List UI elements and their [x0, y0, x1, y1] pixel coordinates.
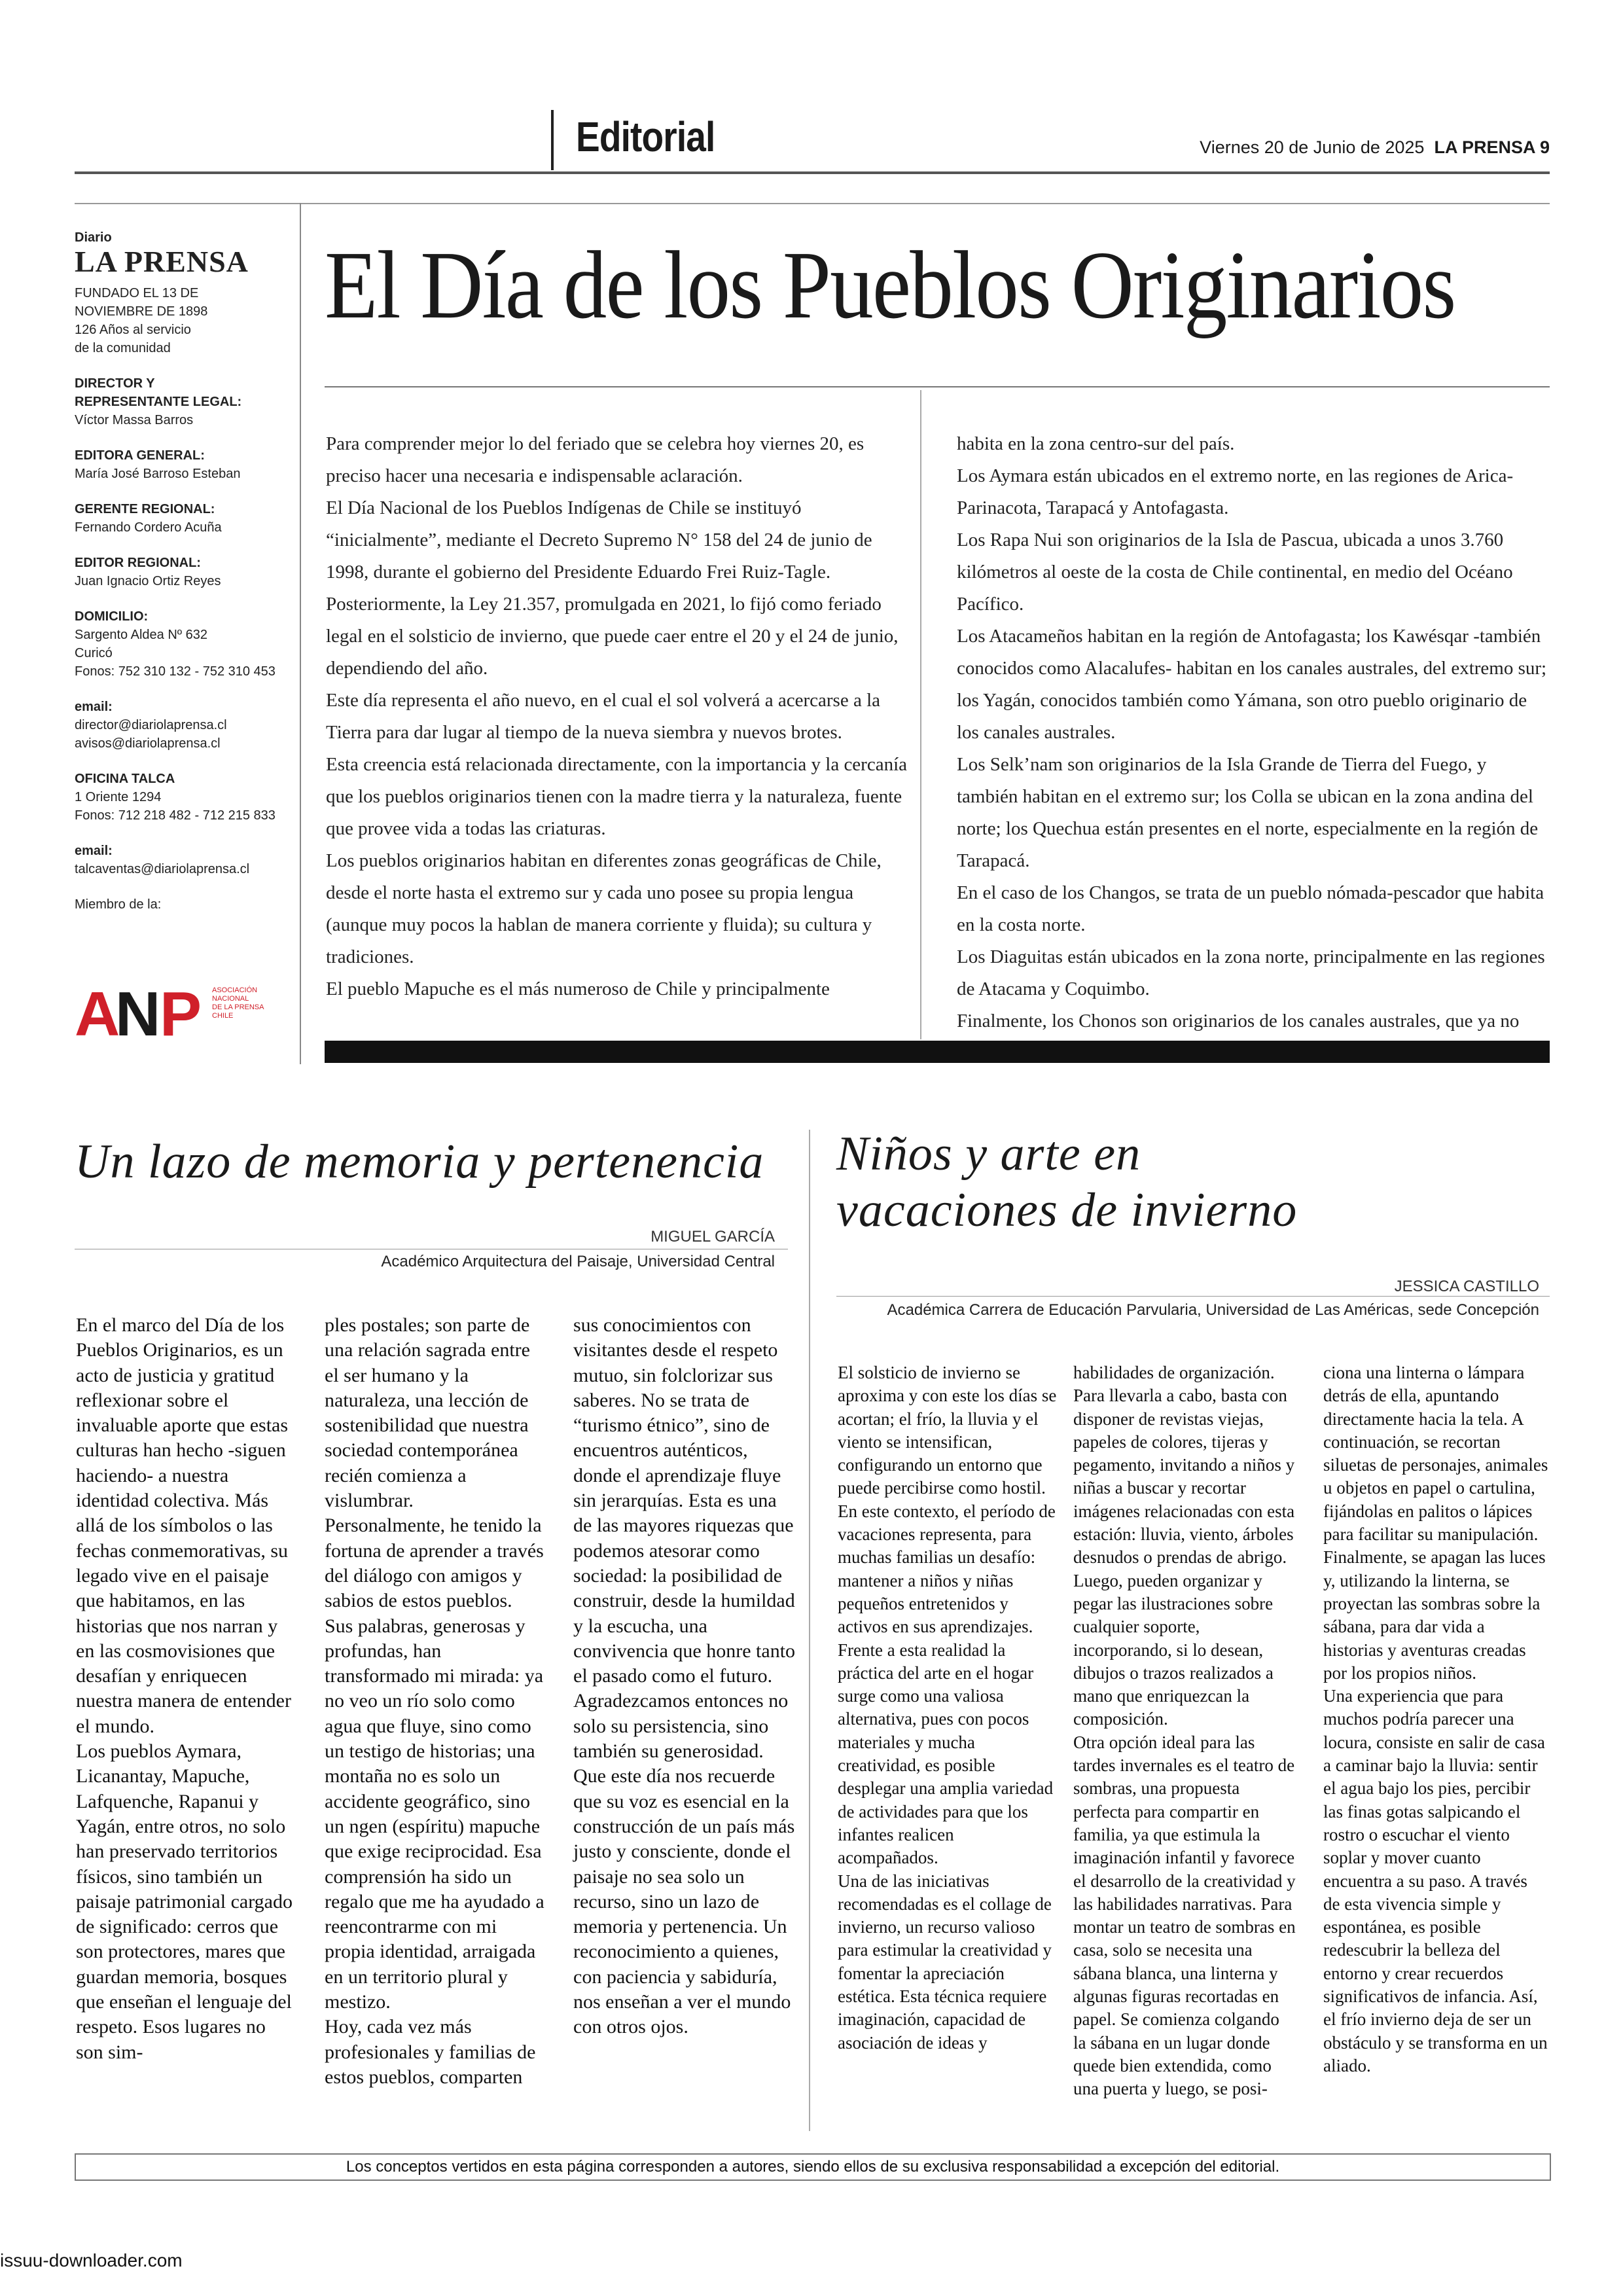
founded-line: NOVIEMBRE DE 1898 [75, 304, 208, 319]
paragraph: Una experiencia que para muchos podría parecer una locura, consiste en salir de casa a caminar bajo la lluvia: sentir el agua bajo los pies, percibir las finas gotas salpicando el rostro o escuchar el viento soplar y mover cuanto encuentra a su paso. A través de esta vivencia simple y espontánea, es posible redescubrir la belleza del entorno y crear recuerdos significativos de infancia. Así, el frío invierno deja de ser un obstáculo y se transforma en un aliado. [1323, 1686, 1548, 2075]
domicilio-label: DOMICILIO: [75, 609, 149, 624]
paragraph: En el caso de los Changos, se trata de un pueblo nómada-pescador que habita en la costa norte. [957, 882, 1544, 935]
opinion-author: MIGUEL GARCÍA [651, 1228, 775, 1246]
domicilio-line: Curicó [75, 646, 113, 660]
paragraph: habilidades de organización. Para llevarla a cabo, basta con disponer de revistas viejas, papeles de colores, tijeras y pegamento, invitando a niños y niñas a buscar y recortar imágenes relacionadas con esta estación: lluvia, viento, árboles desnudos o prendas de abrigo. Luego, pueden organizar y pegar las ilustraciones sobre cualquier soporte, incorporando, si lo desean, dibujos o trazos realizados a mano que enriquezcan la composición. [1073, 1363, 1295, 1729]
title-line: vacaciones de invierno [836, 1183, 1298, 1237]
watermark: issuu-downloader.com [0, 2250, 183, 2270]
director-name: Víctor Massa Barros [75, 413, 194, 427]
paragraph: Hoy, cada vez más profesionales y familias de estos pueblos, comparten [325, 2016, 536, 2088]
issue-date: Viernes 20 de Junio de 2025 [1200, 137, 1425, 157]
anp-logo-mark: N [115, 979, 161, 1045]
anp-logo-caption: ASOCIACIÓN [212, 986, 258, 994]
paragraph: Los Diaguitas están ubicados en la zona norte, principalmente en las regiones de Atacama y Coquimbo. [957, 946, 1545, 999]
paragraph: Otra opción ideal para las tardes invernales es el teatro de sombras, una propuesta perfecta para compartir en familia, ya que estimula la imaginación infantil y favorece el desarrollo de la creatividad y las habilidades narrativas. Para montar un teatro de sombras en casa, solo se necesita una sábana blanca, una linterna y algunas figuras recortadas en papel. Se comienza colgando la sábana en un lugar donde quede bien extendida, como una puerta y luego, se posi- [1073, 1732, 1296, 2099]
paragraph: Los pueblos Aymara, Licanantay, Mapuche, Lafquenche, Rapanui y Yagán, entre otros, no solo han preservado territorios físicos, sino también un paisaje patrimonial cargado de significado: cerros que son protectores, mares que guardan memoria, bosques que enseñan el lenguaje del respeto. Esos lugares no son sim- [76, 1740, 293, 2063]
anp-logo-caption: NACIONAL [212, 995, 249, 1003]
domicilio-line: Fonos: 752 310 132 - 752 310 453 [75, 664, 276, 679]
opinion-column [1323, 1361, 1548, 2077]
email-address[interactable]: avisos@diariolaprensa.cl [75, 736, 221, 751]
paragraph: Los pueblos originarios habitan en diferentes zonas geográficas de Chile, desde el norte hasta el extremo sur y cada uno posee su propia lengua (aunque muy pocos la hablan de manera corriente y fluida); su cultura y tradiciones. [326, 850, 882, 967]
paragraph: Este día representa el año nuevo, en el cual el sol volverá a acercarse a la Tierra para dar lugar al tiempo de la nueva siembra y nuevos brotes. [326, 690, 881, 743]
domicilio-line: Sargento Aldea Nº 632 [75, 628, 208, 642]
talca-line: 1 Oriente 1294 [75, 790, 162, 804]
anp-logo-caption: CHILE [212, 1012, 234, 1020]
editorial-title-rule [325, 386, 1550, 387]
paragraph: Los Selk’nam son originarios de la Isla Grande de Tierra del Fuego, y también habitan en el extremo sur; los Colla se ubican en la zona andina del norte; los Quechua están presentes en el norte, especialmente en la región de Tarapacá. [957, 754, 1539, 871]
paragraph: Personalmente, he tenido la fortuna de aprender a través del diálogo con amigos y sabios de estos pueblos. Sus palabras, generosas y profundas, han transformado mi mirada: ya no veo un río solo como agua que fluye, sino como un testigo de historias; una montaña no es solo un accidente geográfico, sino un ngen (espíritu) mapuche que exige reciprocidad. Esa comprensión ha sido un regalo que me ha ayudado a reencontrarme con mi propia identidad, arraigada en un territorio plural y mestizo. [325, 1515, 544, 2013]
header-divider [551, 110, 554, 170]
paragraph: habita en la zona centro-sur del país. [957, 433, 1235, 454]
anp-logo-mark: A [75, 979, 120, 1045]
email2-label: email: [75, 844, 113, 858]
section-title: Editorial [576, 113, 715, 160]
founded-line: FUNDADO EL 13 DE [75, 286, 199, 300]
opinion-column [1073, 1361, 1296, 2101]
opinion-affiliation: Académica Carrera de Educación Parvularia, Universidad de Las Américas, sede Concepción [887, 1301, 1539, 1319]
opinion-column [325, 1313, 544, 2090]
section-separator-bar [325, 1041, 1550, 1063]
opinion-divider [809, 1130, 810, 2131]
editora-label: EDITORA GENERAL: [75, 448, 205, 463]
paragraph: Frente a esta realidad la práctica del arte en el hogar surge como una valiosa alternativa, pues con pocos materiales y mucha creatividad, es posible desplegar una amplia variedad de actividades para que los infantes realicen acompañados. [838, 1640, 1054, 1868]
paragraph: Para comprender mejor lo del feriado que se celebra hoy viernes 20, es preciso hacer una necesaria e indispensable aclaración. [326, 433, 865, 486]
email-address[interactable]: director@diariolaprensa.cl [75, 718, 227, 732]
masthead: LA PRENSA [75, 245, 249, 278]
director-label [75, 374, 297, 411]
label-line: REPRESENTANTE LEGAL: [75, 395, 242, 409]
founded-line: 126 Años al servicio [75, 323, 191, 337]
byline-rule [836, 1296, 1550, 1297]
gerente-label: GERENTE REGIONAL: [75, 502, 215, 516]
staff-box [75, 230, 297, 914]
opinion-title: Un lazo de memoria y pertenencia [75, 1135, 764, 1189]
opinion-author: JESSICA CASTILLO [1394, 1278, 1539, 1295]
paragraph: Posteriormente, la Ley 21.357, promulgada en 2021, lo fijó como feriado legal en el solsticio de invierno, que puede caer entre el 20 y el 24 de junio, dependiendo del año. [326, 594, 899, 679]
editorial-column-divider [920, 390, 921, 1039]
paragraph: El solsticio de invierno se aproxima y con este los días se acortan; el frío, la lluvia y el viento se intensifican, configurando un entorno que puede percibirse como hostil. En este contexto, el período de vacaciones representa, para muchas familias un desafío: mantener a niños y niñas pequeños entretenidos y activos en sus aprendizajes. [838, 1363, 1057, 1637]
editorial-column-2 [957, 428, 1550, 1069]
paragraph: El pueblo Mapuche es el más numeroso de Chile y principalmente [326, 978, 830, 999]
editor-name: Juan Ignacio Ortiz Reyes [75, 574, 221, 588]
opinion-affiliation: Académico Arquitectura del Paisaje, Universidad Central [381, 1253, 775, 1270]
member-label: Miembro de la: [75, 897, 162, 912]
header-rule [75, 171, 1550, 174]
editorial-title: El Día de los Pueblos Originarios [325, 232, 1455, 339]
anp-logo [75, 979, 284, 1045]
label-line: DIRECTOR Y [75, 376, 155, 391]
opinion-column [838, 1361, 1059, 2054]
anp-logo-mark: P [160, 979, 202, 1045]
email-address[interactable]: talcaventas@diariolaprensa.cl [75, 862, 250, 876]
talca-line: Fonos: 712 218 482 - 712 215 833 [75, 808, 276, 823]
paragraph: En el marco del Día de los Pueblos Originarios, es un acto de justicia y gratitud reflexionar sobre el invaluable aporte que estas culturas han hecho -siguen haciendo- a nuestra identidad colectiva. Más allá de los símbolos o las fechas conmemorativas, su legado vive en el paisaje que habitamos, en las historias que nos narran y en las cosmovisiones que desafían y enriquecen nuestra manera de entender el mundo. [76, 1314, 291, 1737]
paragraph: Los Atacameños habitan en la región de Antofagasta; los Kawésqar -también conocidos como Alacalufes- habitan en los canales australes, del extremo sur; los Yagán, conocidos también como Yámana, son otro pueblo originario de los canales australes. [957, 626, 1547, 743]
opinion-column [573, 1313, 797, 2040]
gerente-name: Fernando Cordero Acuña [75, 520, 222, 535]
sidebar-divider [300, 203, 301, 1064]
talca-label: OFICINA TALCA [75, 772, 175, 786]
founded-info [75, 284, 297, 357]
paragraph: Una de las iniciativas recomendadas es el collage de invierno, un recurso valioso para estimular la creatividad y fomentar la apreciación estética. Esta técnica requiere imaginación, capacidad de asociación de ideas y [838, 1871, 1052, 2053]
paragraph: Los Rapa Nui son originarios de la Isla de Pascua, ubicada a unos 3.760 kilómetros al oeste de la costa de Chile continental, en medio del Océano Pacífico. [957, 529, 1513, 615]
opinion-title [836, 1126, 1297, 1238]
editora-name: María José Barroso Esteban [75, 467, 241, 481]
paragraph: ciona una linterna o lámpara detrás de ella, apuntando directamente hacia la tela. A continuación, se recortan siluetas de personajes, animales u objetos en papel o cartulina, fijándolas en palitos o lápices para facilitar su manipulación. Finalmente, se apagan las luces y, utilizando la linterna, se proyectan las sombras sobre la sábana, para dar vida a historias y aventuras creadas por los propios niños. [1323, 1363, 1548, 1683]
header-rule-thin [75, 203, 1550, 204]
paragraph: Los Aymara están ubicados en el extremo norte, en las regiones de Arica-Parinacota, Tarapacá y Antofagasta. [957, 465, 1514, 518]
paragraph: El Día Nacional de los Pueblos Indígenas de Chile se instituyó “inicialmente”, mediante el Decreto Supremo N° 158 del 24 de junio de 1998, durante el gobierno del Presidente Eduardo Frei Ruiz-Tagle. [326, 497, 872, 583]
paragraph: ples postales; son parte de una relación sagrada entre el ser humano y la naturaleza, una lección de sostenibilidad que nuestra sociedad contemporánea recién comienza a vislumbrar. [325, 1314, 530, 1512]
disclaimer: Los conceptos vertidos en esta página corresponden a autores, siendo ellos de su exclusiva responsabilidad a excepción del editorial. [75, 2153, 1551, 2181]
paragraph: Esta creencia está relacionada directamente, con la importancia y la cercanía que los pueblos originarios tienen con la madre tierra y la naturaleza, fuente que provee vida a todas las criaturas. [326, 754, 908, 839]
title-line: Niños y arte en [836, 1127, 1141, 1181]
founded-line: de la comunidad [75, 341, 171, 355]
email-label: email: [75, 700, 113, 714]
page-info [1200, 137, 1550, 158]
paragraph: Agradezcamos entonces no solo su persistencia, sino también su generosidad. Que este día nos recuerde que su voz es esencial en la construcción de un país más justo y consciente, donde el paisaje no sea solo un recurso, sino un lazo de memoria y pertenencia. Un reconocimiento a quienes, con paciencia y sabiduría, nos enseñan a ver el mundo con otros ojos. [573, 1690, 795, 2038]
editorial-column-1 [326, 428, 907, 1005]
paragraph: sus conocimientos con visitantes desde el respeto mutuo, sin folclorizar sus saberes. No se trata de “turismo étnico”, sino de encuentros auténticos, donde el aprendizaje fluye sin jerarquías. Esta es una de las mayores riquezas que podemos atesorar como sociedad: la posibilidad de construir, desde la humildad y la escucha, una convivencia que honre tanto el pasado como el futuro. [573, 1314, 796, 1687]
editor-label: EDITOR REGIONAL: [75, 556, 201, 570]
opinion-column [76, 1313, 296, 2065]
masthead-prefix: Diario [75, 230, 112, 245]
anp-logo-caption: DE LA PRENSA [212, 1003, 264, 1011]
paragraph: Finalmente, los Chonos son originarios de los canales australes, que ya no [957, 1011, 1520, 1031]
paper-page: LA PRENSA 9 [1434, 137, 1550, 157]
